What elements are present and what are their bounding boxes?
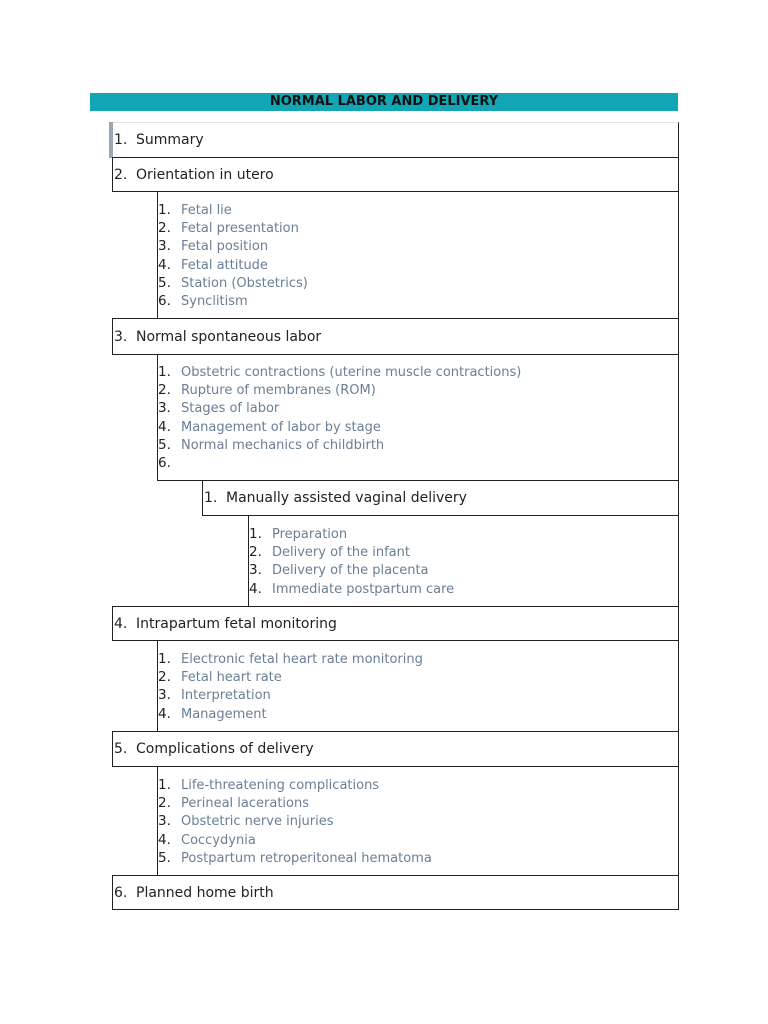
toc-section-orientation[interactable] (112, 157, 679, 192)
toc-subitem[interactable]: 3. Obstetric nerve injuries (158, 813, 334, 830)
section-number: 1. (204, 490, 218, 506)
toc-sublist-monitoring (157, 640, 679, 732)
selection-accent (109, 122, 113, 158)
toc-subitem[interactable]: 1. Electronic fetal heart rate monitoring (158, 651, 423, 667)
section-number: 2. (114, 166, 128, 183)
toc-subitem[interactable]: 2. Rupture of membranes (ROM) (158, 382, 376, 399)
toc-subitem[interactable]: 2. Delivery of the infant (249, 544, 410, 561)
section-label: Intrapartum fetal monitoring (136, 615, 337, 632)
toc-subitem[interactable]: 1. Obstetric contractions (uterine muscle contractions) (158, 364, 522, 380)
section-label: Complications of delivery (136, 741, 314, 757)
toc-subitem[interactable]: 5. Station (Obstetrics) (158, 274, 308, 291)
toc-subitem[interactable]: 3. Interpretation (158, 687, 271, 704)
toc-sublist-orientation (157, 191, 679, 319)
toc-section-home-birth[interactable] (112, 875, 679, 910)
toc-subitem[interactable]: 3. Delivery of the placenta (249, 562, 429, 579)
toc-subitem[interactable]: 3. Fetal position (158, 238, 269, 255)
toc-subitem[interactable]: 1. Fetal lie (158, 202, 232, 218)
section-number: 1. (114, 132, 128, 148)
toc-subsection-assisted-delivery[interactable] (202, 480, 679, 516)
section-label: Normal spontaneous labor (136, 328, 322, 345)
toc-subitem[interactable]: 5. Normal mechanics of childbirth (158, 436, 385, 453)
toc-section-complications[interactable] (112, 731, 679, 767)
toc-subitem[interactable]: 6. Synclitism (158, 292, 248, 309)
toc-subitem[interactable]: 6. (158, 454, 171, 471)
section-number: 3. (114, 328, 128, 345)
toc-subitem[interactable]: 2. Fetal presentation (158, 220, 299, 237)
toc-section-monitoring[interactable] (112, 606, 679, 641)
toc-subitem[interactable]: 1. Preparation (249, 526, 348, 542)
toc-sublist-complications (157, 766, 679, 876)
toc-subitem[interactable]: 1. Life-threatening complications (158, 777, 380, 793)
section-number: 6. (114, 884, 128, 901)
toc-subitem[interactable]: 2. Perineal lacerations (158, 795, 309, 812)
toc-subitem[interactable]: 4. Fetal attitude (158, 256, 268, 273)
section-label: Orientation in utero (136, 166, 274, 183)
toc-sublist-assisted-delivery (248, 515, 679, 607)
toc-subitem[interactable]: 3. Stages of labor (158, 400, 280, 417)
toc-section-summary[interactable] (112, 122, 679, 158)
section-label: Summary (136, 132, 204, 148)
toc-subitem[interactable]: 4. Immediate postpartum care (249, 580, 455, 597)
toc-subitem[interactable]: 4. Coccydynia (158, 831, 256, 848)
toc-sublist-labor (157, 354, 679, 481)
page-title: NORMAL LABOR AND DELIVERY (90, 93, 678, 111)
section-label: Manually assisted vaginal delivery (226, 490, 467, 506)
section-number: 4. (114, 615, 128, 632)
toc-subitem[interactable]: 4. Management (158, 705, 267, 722)
toc-subitem[interactable]: 2. Fetal heart rate (158, 669, 282, 686)
toc-section-labor[interactable] (112, 318, 679, 355)
section-number: 5. (114, 741, 128, 757)
section-label: Planned home birth (136, 884, 274, 901)
toc-subitem[interactable]: 4. Management of labor by stage (158, 418, 381, 435)
toc-subitem[interactable]: 5. Postpartum retroperitoneal hematoma (158, 849, 432, 866)
